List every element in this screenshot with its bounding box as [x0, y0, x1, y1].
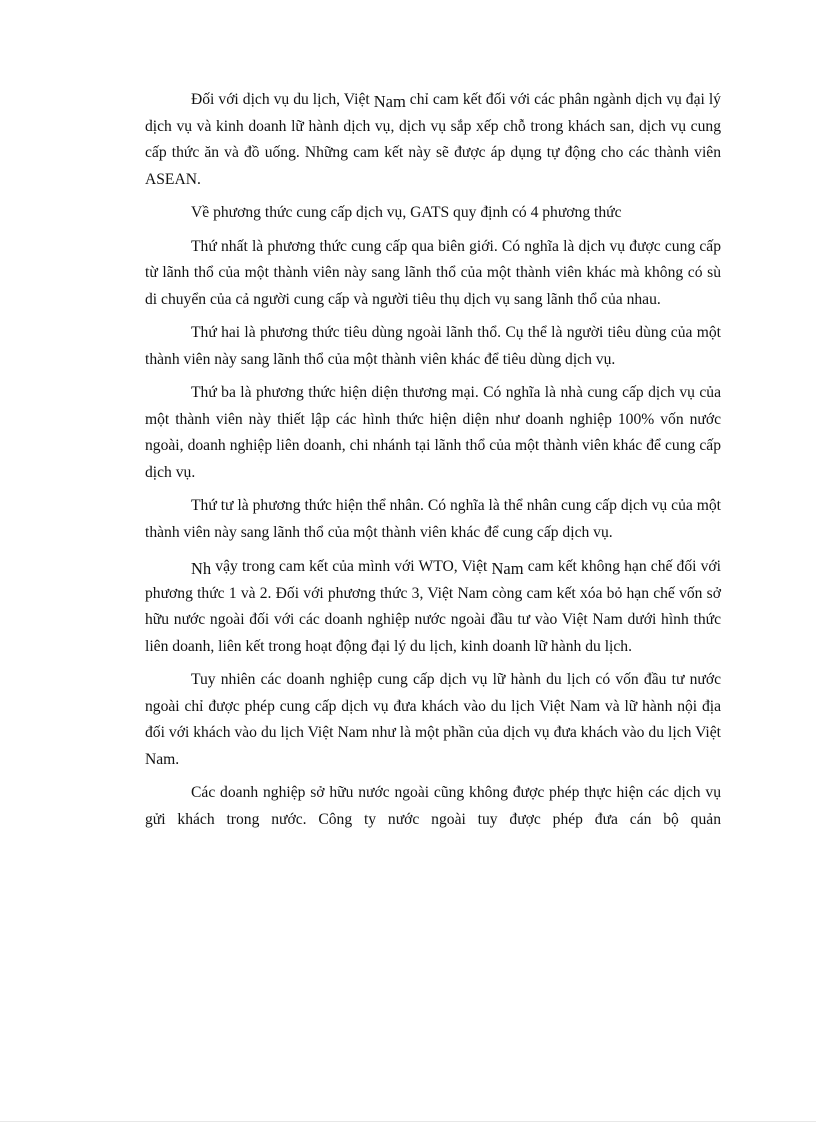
page-bottom-edge	[0, 1121, 816, 1122]
text-segment-nh: Nh	[191, 559, 212, 578]
text-segment-nam: Nam	[373, 92, 406, 111]
text-segment: cam kết không hạn chế đối với phương thức 1 và 2. Đối với phương thức 3, Việt Nam còng cam kết xóa bỏ hạn chế vốn sở hữu nước ngoài đối với các doanh nghiệp nước ngoài đầu tư vào Việt Nam dưới hình thức liên doanh, liên kết trong hoạt động đại lý du lịch, kinh doanh lữ hành du lịch.	[145, 558, 721, 655]
text-segment: Về phương thức cung cấp dịch vụ, GATS quy định có 4 phương thức	[191, 204, 622, 221]
text-segment: Thứ tư là phương thức hiện thể nhân. Có nghĩa là thể nhân cung cấp dịch vụ của một thành viên này sang lãnh thổ của một thành viên khác để cung cấp dịch vụ.	[145, 497, 721, 541]
text-segment: vậy trong cam kết của mình với WTO, Việt	[211, 558, 492, 575]
text-segment: Đối với dịch vụ du lịch, Việt	[191, 91, 374, 108]
text-segment: Thứ ba là phương thức hiện diện thương mại. Có nghĩa là nhà cung cấp dịch vụ của một thành viên này thiết lập các hình thức hiện diện như doanh nghiệp 100% vốn nước ngoài, doanh nghiệp liên doanh, chi nhánh tại lãnh thổ của một thành viên khác để cung cấp dịch vụ.	[145, 384, 721, 481]
paragraph-mode-2	[145, 320, 721, 373]
text-segment: Tuy nhiên các doanh nghiệp cung cấp dịch vụ lữ hành du lịch có vốn đầu tư nước ngoài chỉ được phép cung cấp dịch vụ đưa khách vào du lịch Việt Nam và lữ hành nội địa đối với khách vào du lịch Việt Nam như là một phần của dịch vụ đưa khách vào du lịch Việt Nam.	[145, 671, 721, 768]
document-body	[145, 86, 721, 840]
paragraph-foreign-travel-limits	[145, 667, 721, 773]
paragraph-mode-1	[145, 234, 721, 314]
paragraph-gats-modes-intro	[145, 200, 721, 227]
paragraph-domestic-services	[145, 780, 721, 833]
text-segment: Thứ hai là phương thức tiêu dùng ngoài lãnh thổ. Cụ thể là người tiêu dùng của một thành viên này sang lãnh thổ của một thành viên khác để tiêu dùng dịch vụ.	[145, 324, 721, 368]
paragraph-mode-3	[145, 380, 721, 486]
text-segment: chỉ cam kết đối với các phân ngành dịch vụ đại lý dịch vụ và kinh doanh lữ hành dịch vụ, dịch vụ sắp xếp chỗ trong khách san, dịch vụ cung cấp thức ăn và đồ uống. Những cam kết này sẽ được áp dụng tự động cho các thành viên ASEAN.	[145, 91, 721, 188]
text-segment: Thứ nhất là phương thức cung cấp qua biên giới. Có nghĩa là dịch vụ được cung cấp từ lãnh thổ của một thành viên này sang lãnh thổ của một thành viên khác mà không có sù di chuyển của cả người cung cấp và người tiêu thụ dịch vụ sang lãnh thổ của nhau.	[145, 237, 721, 308]
text-segment: Các doanh nghiệp sở hữu nước ngoài cũng không được phép thực hiện các dịch vụ gửi khách trong nước. Công ty nước ngoài tuy được phép đưa cán bộ quản	[145, 784, 721, 828]
text-segment-nam: Nam	[491, 559, 524, 578]
paragraph-wto-commitment	[145, 553, 721, 660]
paragraph-tourism-commitment	[145, 86, 721, 193]
paragraph-mode-4	[145, 493, 721, 546]
